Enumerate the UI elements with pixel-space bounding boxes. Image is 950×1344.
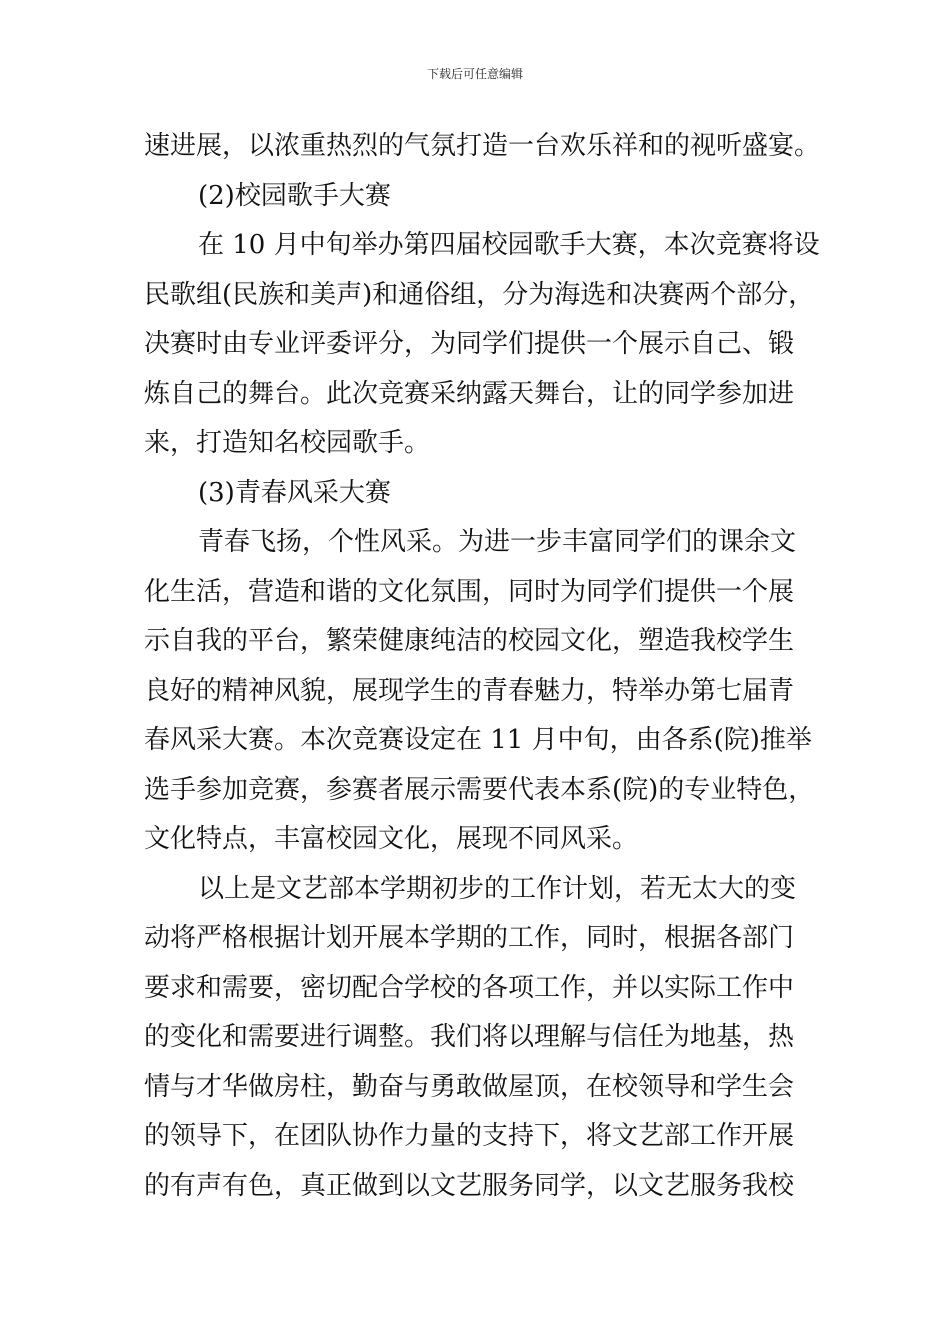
text-line: 动将严格根据计划开展本学期的工作，同时，根据各部门 xyxy=(144,923,795,953)
text-line: 要求和需要，密切配合学校的各项工作，并以实际工作中 xyxy=(144,972,795,1003)
text-line: 选手参加竞赛，参赛者展示需要代表本系(院)的专业特色， xyxy=(144,774,815,805)
text-line: 示自我的平台，繁荣健康纯洁的校园文化，塑造我校学生 xyxy=(144,626,795,656)
text-line: 的领导下，在团队协作力量的支持下，将文艺部工作开展 xyxy=(144,1121,795,1151)
text-line: 在 10 月中旬举办第四届校园歌手大赛，本次竞赛将设 xyxy=(198,230,820,260)
text-line: 情与才华做房柱，勤奋与勇敢做屋顶，在校领导和学生会 xyxy=(144,1071,795,1102)
text-line: 以上是文艺部本学期初步的工作计划，若无太大的变 xyxy=(198,873,797,904)
text-line: 来，打造知名校园歌手。 xyxy=(144,428,431,458)
text-line: 春风采大赛。本次竞赛设定在 11 月中旬，由各系(院)推举 xyxy=(144,725,812,755)
text-line: 化生活，营造和谐的文化氛围，同时为同学们提供一个展 xyxy=(144,576,795,607)
text-line: 速进展，以浓重热烈的气氛打造一台欢乐祥和的视听盛宴。 xyxy=(144,131,821,161)
text-line: 决赛时由专业评委评分，为同学们提供一个展示自己、锻 xyxy=(144,329,795,359)
text-line: 的变化和需要进行调整。我们将以理解与信任为地基，热 xyxy=(144,1022,795,1052)
text-line: 民歌组(民族和美声)和通俗组，分为海选和决赛两个部分， xyxy=(144,279,815,310)
text-line: 的有声有色，真正做到以文艺服务同学，以文艺服务我校 xyxy=(144,1170,795,1201)
section-heading: (3)青春风采大赛 xyxy=(198,477,391,508)
body-text xyxy=(144,122,821,1211)
text-line: 良好的精神风貌，展现学生的青春魅力，特举办第七届青 xyxy=(144,675,795,706)
text-line: 炼自己的舞台。此次竞赛采纳露天舞台，让的同学参加进 xyxy=(144,378,795,409)
text-line: 文化特点，丰富校园文化，展现不同风采。 xyxy=(144,824,639,854)
text-line: 青春飞扬，个性风采。为进一步丰富同学们的课余文 xyxy=(198,527,797,557)
section-heading: (2)校园歌手大赛 xyxy=(198,180,391,211)
page-header: 下载后可任意编辑 xyxy=(426,67,523,81)
